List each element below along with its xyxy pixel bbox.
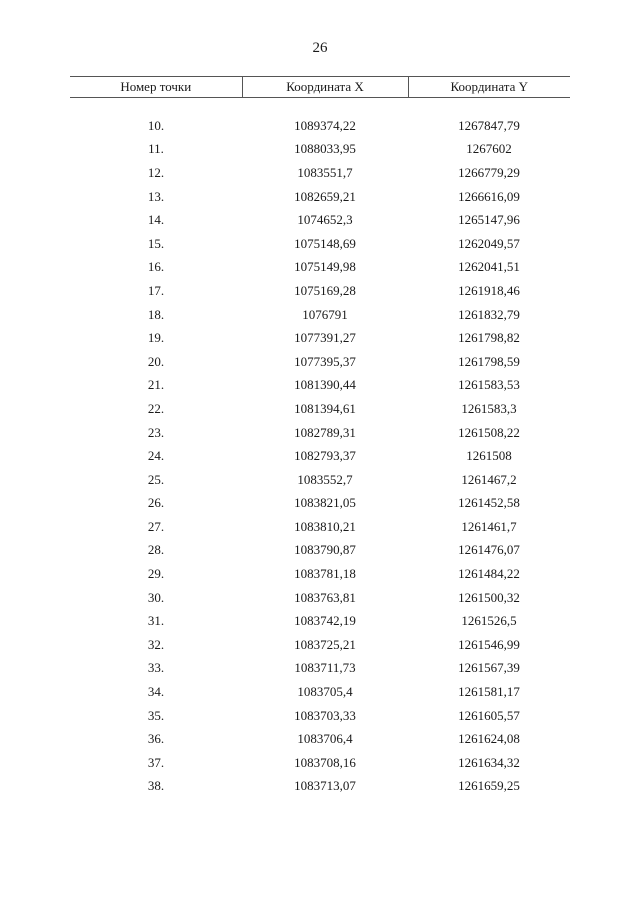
- table-row: [70, 279, 570, 303]
- table-row: [70, 138, 570, 162]
- cell-point-number: 11.: [148, 141, 164, 157]
- page-number: 26: [312, 40, 328, 56]
- cell-coordinate-y: 1261918,46: [458, 282, 520, 298]
- table-row: [70, 161, 570, 185]
- cell-point-number: 35.: [147, 707, 165, 723]
- table-row: [70, 515, 570, 539]
- cell-point-number: 12.: [147, 164, 165, 180]
- cell-coordinate-x: 1077391,27: [294, 330, 356, 346]
- cell-point-number: 13.: [147, 188, 165, 204]
- table-row: [70, 444, 570, 468]
- cell-coordinate-y: 1261484,22: [458, 566, 520, 582]
- cell-coordinate-y: 1261476,07: [458, 542, 520, 558]
- coordinates-table: [70, 76, 570, 798]
- cell-point-number: 34.: [147, 684, 165, 700]
- cell-point-number: 31.: [147, 613, 165, 629]
- cell-coordinate-x: 1083763,81: [294, 589, 356, 605]
- cell-coordinate-x: 1089374,22: [294, 117, 356, 133]
- cell-coordinate-y: 1261581,17: [458, 684, 520, 700]
- table-row: [70, 421, 570, 445]
- cell-coordinate-y: 1261546,99: [458, 636, 520, 652]
- cell-coordinate-x: 1075169,28: [294, 282, 356, 298]
- cell-coordinate-y: 1261461,7: [461, 518, 517, 534]
- cell-point-number: 23.: [147, 424, 165, 440]
- table-row: [70, 303, 570, 327]
- table-row: [70, 350, 570, 374]
- cell-coordinate-x: 1083810,21: [294, 518, 356, 534]
- cell-coordinate-y: 1267602: [466, 141, 512, 157]
- cell-point-number: 36.: [147, 731, 165, 747]
- table-row: [70, 657, 570, 681]
- cell-coordinate-x: 1082659,21: [294, 188, 356, 204]
- cell-coordinate-x: 1081394,61: [294, 400, 356, 416]
- cell-coordinate-y: 1261467,2: [461, 471, 517, 487]
- cell-point-number: 18.: [147, 306, 165, 322]
- cell-coordinate-y: 1266616,09: [458, 188, 520, 204]
- cell-point-number: 15.: [147, 235, 165, 251]
- cell-coordinate-x: 1083790,87: [294, 542, 356, 558]
- cell-coordinate-y: 1261508: [466, 448, 512, 464]
- cell-coordinate-y: 1261583,53: [458, 377, 520, 393]
- cell-coordinate-x: 1088033,95: [294, 141, 356, 157]
- cell-point-number: 33.: [147, 660, 165, 676]
- cell-coordinate-y: 1262041,51: [458, 259, 520, 275]
- cell-point-number: 28.: [147, 542, 165, 558]
- table-row: [70, 680, 570, 704]
- cell-coordinate-x: 1082789,31: [294, 424, 356, 440]
- cell-coordinate-x: 1081390,44: [294, 377, 356, 393]
- cell-coordinate-y: 1261634,32: [458, 754, 520, 770]
- table-row: [70, 185, 570, 209]
- cell-coordinate-y: 1261659,25: [458, 778, 520, 794]
- table-row: [70, 539, 570, 563]
- table-row: [70, 633, 570, 657]
- cell-coordinate-x: 1083713,07: [294, 778, 356, 794]
- cell-coordinate-x: 1083708,16: [294, 754, 356, 770]
- cell-point-number: 19.: [147, 330, 165, 346]
- cell-coordinate-x: 1083711,73: [294, 660, 356, 676]
- cell-coordinate-x: 1083725,21: [294, 636, 356, 652]
- table-row: [70, 374, 570, 398]
- cell-point-number: 10.: [147, 117, 165, 133]
- cell-coordinate-y: 1262049,57: [458, 235, 520, 251]
- cell-coordinate-y: 1265147,96: [458, 212, 520, 228]
- cell-point-number: 29.: [147, 566, 165, 582]
- cell-point-number: 32.: [147, 636, 165, 652]
- table-row: [70, 232, 570, 256]
- cell-coordinate-x: 1075148,69: [294, 235, 356, 251]
- cell-point-number: 17.: [147, 282, 165, 298]
- cell-point-number: 38.: [147, 778, 165, 794]
- header-coordinate-y: Координата Y: [408, 77, 570, 98]
- cell-coordinate-y: 1261605,57: [458, 707, 520, 723]
- cell-coordinate-x: 1083705,4: [297, 684, 353, 700]
- cell-coordinate-x: 1083551,7: [297, 164, 353, 180]
- cell-coordinate-x: 1082793,37: [294, 448, 356, 464]
- cell-coordinate-y: 1261526,5: [461, 613, 517, 629]
- table-header-row: [70, 77, 570, 98]
- cell-coordinate-x: 1083781,18: [294, 566, 356, 582]
- table-row: [70, 727, 570, 751]
- cell-coordinate-x: 1076791: [302, 306, 348, 322]
- header-coordinate-x: Координата X: [242, 77, 408, 98]
- table-row: [70, 586, 570, 610]
- table-row: [70, 114, 570, 138]
- cell-point-number: 22.: [147, 400, 165, 416]
- table-row: [70, 256, 570, 280]
- table-row: [70, 397, 570, 421]
- cell-point-number: 16.: [147, 259, 165, 275]
- table-row: [70, 468, 570, 492]
- cell-coordinate-y: 1261508,22: [458, 424, 520, 440]
- cell-point-number: 20.: [147, 353, 165, 369]
- cell-coordinate-y: 1261798,59: [458, 353, 520, 369]
- cell-coordinate-y: 1261583,3: [461, 400, 517, 416]
- cell-coordinate-y: 1261452,58: [458, 495, 520, 511]
- cell-coordinate-y: 1266779,29: [458, 164, 520, 180]
- cell-coordinate-x: 1083821,05: [294, 495, 356, 511]
- cell-point-number: 27.: [147, 518, 165, 534]
- cell-coordinate-y: 1261624,08: [458, 731, 520, 747]
- table-row: [70, 751, 570, 775]
- cell-point-number: 24.: [147, 448, 165, 464]
- table-body: [70, 98, 570, 799]
- cell-coordinate-y: 1261567,39: [458, 660, 520, 676]
- cell-coordinate-x: 1077395,37: [294, 353, 356, 369]
- cell-coordinate-x: 1083706,4: [297, 731, 353, 747]
- table-row: [70, 775, 570, 799]
- cell-coordinate-x: 1074652,3: [297, 212, 353, 228]
- cell-point-number: 26.: [147, 495, 165, 511]
- table-row: [70, 208, 570, 232]
- cell-coordinate-y: 1267847,79: [458, 117, 520, 133]
- cell-point-number: 30.: [147, 589, 165, 605]
- cell-coordinate-y: 1261798,82: [458, 330, 520, 346]
- cell-coordinate-y: 1261500,32: [458, 589, 520, 605]
- header-point-number: Номер точки: [70, 77, 242, 98]
- cell-point-number: 21.: [147, 377, 165, 393]
- cell-coordinate-x: 1083742,19: [294, 613, 356, 629]
- table-row: [70, 492, 570, 516]
- table-row: [70, 609, 570, 633]
- table-spacer-row: [70, 98, 570, 115]
- cell-coordinate-x: 1083552,7: [297, 471, 353, 487]
- cell-coordinate-x: 1075149,98: [294, 259, 356, 275]
- table-row: [70, 326, 570, 350]
- cell-point-number: 37.: [147, 754, 165, 770]
- cell-point-number: 25.: [147, 471, 165, 487]
- table-row: [70, 704, 570, 728]
- cell-coordinate-y: 1261832,79: [458, 306, 520, 322]
- cell-coordinate-x: 1083703,33: [294, 707, 356, 723]
- cell-point-number: 14.: [147, 212, 165, 228]
- table-row: [70, 562, 570, 586]
